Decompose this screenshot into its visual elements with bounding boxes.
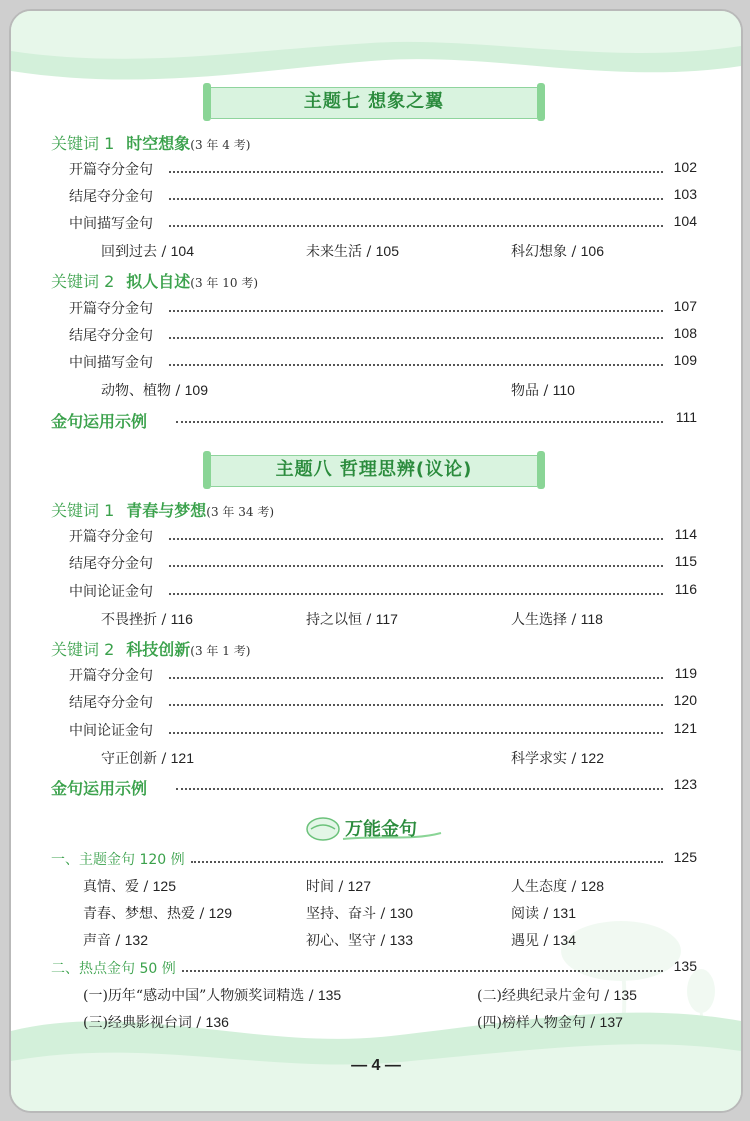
sub-entry[interactable]: (一)历年“感动中国”人物颁奖词精选 / 135 (83, 987, 342, 1004)
toc-row[interactable]: 结尾夺分金句 115 (69, 553, 697, 572)
example-row[interactable]: 金句运用示例 123 (51, 776, 697, 798)
sub-entry[interactable]: (四)榜样人物金句 / 137 (477, 1014, 623, 1031)
sub-entry[interactable]: 科幻想象 / 106 (511, 243, 604, 260)
sub-entry[interactable]: 真情、爱 / 125 (83, 878, 176, 895)
sub-entry[interactable]: 遇见 / 134 (511, 932, 576, 949)
sub-entry[interactable]: 动物、植物 / 109 (101, 382, 208, 399)
sub-entry[interactable]: 初心、坚守 / 133 (306, 932, 413, 949)
keyword-heading: 关键词 2 科技创新(3 年 1 考) (51, 640, 251, 659)
sub-entry[interactable]: 坚持、奋斗 / 130 (306, 905, 413, 922)
sub-entry[interactable]: 未来生活 / 105 (306, 243, 399, 260)
section-row[interactable]: 二、热点金句 50 例 135 (51, 958, 697, 977)
page-number: — 4 — (351, 1057, 401, 1074)
sub-entry[interactable]: 声音 / 132 (83, 932, 148, 949)
theme7-banner (201, 83, 547, 121)
sub-entry[interactable]: (二)经典纪录片金句 / 135 (477, 987, 637, 1004)
toc-row[interactable]: 结尾夺分金句 103 (69, 186, 697, 205)
section-row[interactable]: 一、主题金句 120 例 125 (51, 849, 697, 868)
theme8-banner (201, 451, 547, 489)
sub-entry[interactable]: 时间 / 127 (306, 878, 371, 895)
toc-row[interactable]: 开篇夺分金句 102 (69, 159, 697, 178)
toc-row[interactable]: 中间论证金句 116 (69, 581, 697, 600)
toc-row[interactable]: 结尾夺分金句 108 (69, 325, 697, 344)
sub-entry[interactable]: 人生选择 / 118 (511, 611, 603, 628)
toc-row[interactable]: 结尾夺分金句 120 (69, 692, 697, 711)
toc-row[interactable]: 开篇夺分金句 119 (69, 665, 697, 684)
sub-entry[interactable]: 守正创新 / 121 (101, 750, 194, 767)
sub-entry[interactable]: 科学求实 / 122 (511, 750, 604, 767)
sub-entry[interactable]: (三)经典影视台词 / 136 (83, 1014, 229, 1031)
sub-entry[interactable]: 阅读 / 131 (511, 905, 576, 922)
sub-entry[interactable]: 物品 / 110 (511, 382, 575, 399)
keyword-heading: 关键词 1 青春与梦想(3 年 34 考) (51, 501, 275, 520)
sub-entry[interactable]: 人生态度 / 128 (511, 878, 604, 895)
sub-entry[interactable]: 回到过去 / 104 (101, 243, 194, 260)
keyword-heading: 关键词 1 时空想象(3 年 4 考) (51, 134, 251, 153)
toc-row[interactable]: 中间描写金句 104 (69, 213, 697, 232)
theme8-title: 主题八 哲理思辨(议论) (275, 459, 473, 480)
bottom-wave-decoration (11, 991, 741, 1111)
example-row[interactable]: 金句运用示例 111 (51, 409, 697, 431)
sub-entry[interactable]: 持之以恒 / 117 (306, 611, 398, 628)
toc-row[interactable]: 开篇夺分金句 107 (69, 298, 697, 317)
toc-row[interactable]: 中间论证金句 121 (69, 720, 697, 739)
sub-entry[interactable]: 不畏挫折 / 116 (101, 611, 193, 628)
toc-row[interactable]: 开篇夺分金句 114 (69, 526, 697, 545)
keyword-heading: 关键词 2 拟人自述(3 年 10 考) (51, 272, 259, 291)
toc-row[interactable]: 中间描写金句 109 (69, 352, 697, 371)
sub-entry[interactable]: 青春、梦想、热爱 / 129 (83, 905, 232, 922)
wanneng-heading: 万能金句 (301, 811, 451, 845)
theme7-title: 主题七 想象之翼 (303, 91, 445, 112)
page (9, 9, 743, 1113)
